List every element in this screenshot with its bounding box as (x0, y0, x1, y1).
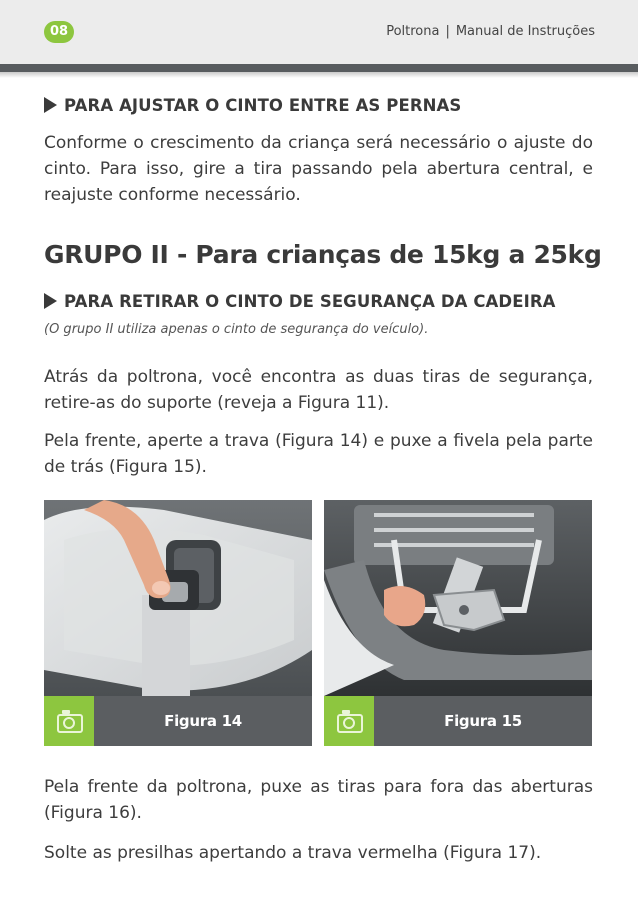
camera-icon (44, 696, 94, 746)
figure-15-photo (324, 500, 592, 696)
section-heading-remove-belt (44, 292, 556, 311)
header-title (386, 24, 595, 39)
figure-14 (44, 500, 312, 746)
section-heading-adjust-belt (44, 96, 461, 115)
group-title: GRUPO II - Para crianças de 15kg a 25kg (44, 240, 602, 269)
header-manual: Manual de Instruções (455, 24, 595, 39)
section-heading-text: PARA RETIRAR O CINTO DE SEGURANÇA DA CADEIRA (64, 292, 556, 311)
header-separator: | (445, 24, 450, 39)
group-note: (O grupo II utiliza apenas o cinto de segurança do veículo). (44, 322, 429, 337)
figure-14-photo (44, 500, 312, 696)
buckle-paragraph: Pela frente, aperte a trava (Figura 14) e puxe a fivela pela parte de trás (Figura 15). (44, 431, 593, 477)
pull-straps-paragraph: Pela frente da poltrona, puxe as tiras para fora das aberturas (Figura 16). (44, 777, 593, 823)
camera-icon (324, 696, 374, 746)
remove-straps-paragraph: Atrás da poltrona, você encontra as duas tiras de segurança, retire-as do suporte (reveja a Figura 11). (44, 367, 593, 413)
release-clips-paragraph: Solte as presilhas apertando a trava vermelha (Figura 17). (44, 843, 542, 863)
play-arrow-icon (44, 97, 57, 113)
header-product: Poltrona (386, 24, 440, 39)
figure-15 (324, 500, 592, 746)
figure-15-caption: Figura 15 (444, 712, 522, 730)
play-arrow-icon (44, 293, 57, 309)
section-heading-text: PARA AJUSTAR O CINTO ENTRE AS PERNAS (64, 96, 462, 115)
header-divider (0, 64, 638, 72)
figure-15-caption-bar (324, 696, 592, 746)
figure-14-caption-bar (44, 696, 312, 746)
page-number-badge: 08 (44, 21, 74, 43)
header-shadow (0, 72, 638, 78)
figure-14-caption: Figura 14 (164, 712, 242, 730)
adjust-belt-paragraph: Conforme o crescimento da criança será necessário o ajuste do cinto. Para isso, gire a tira passando pela abertura central, e reajuste conforme necessário. (44, 133, 593, 205)
